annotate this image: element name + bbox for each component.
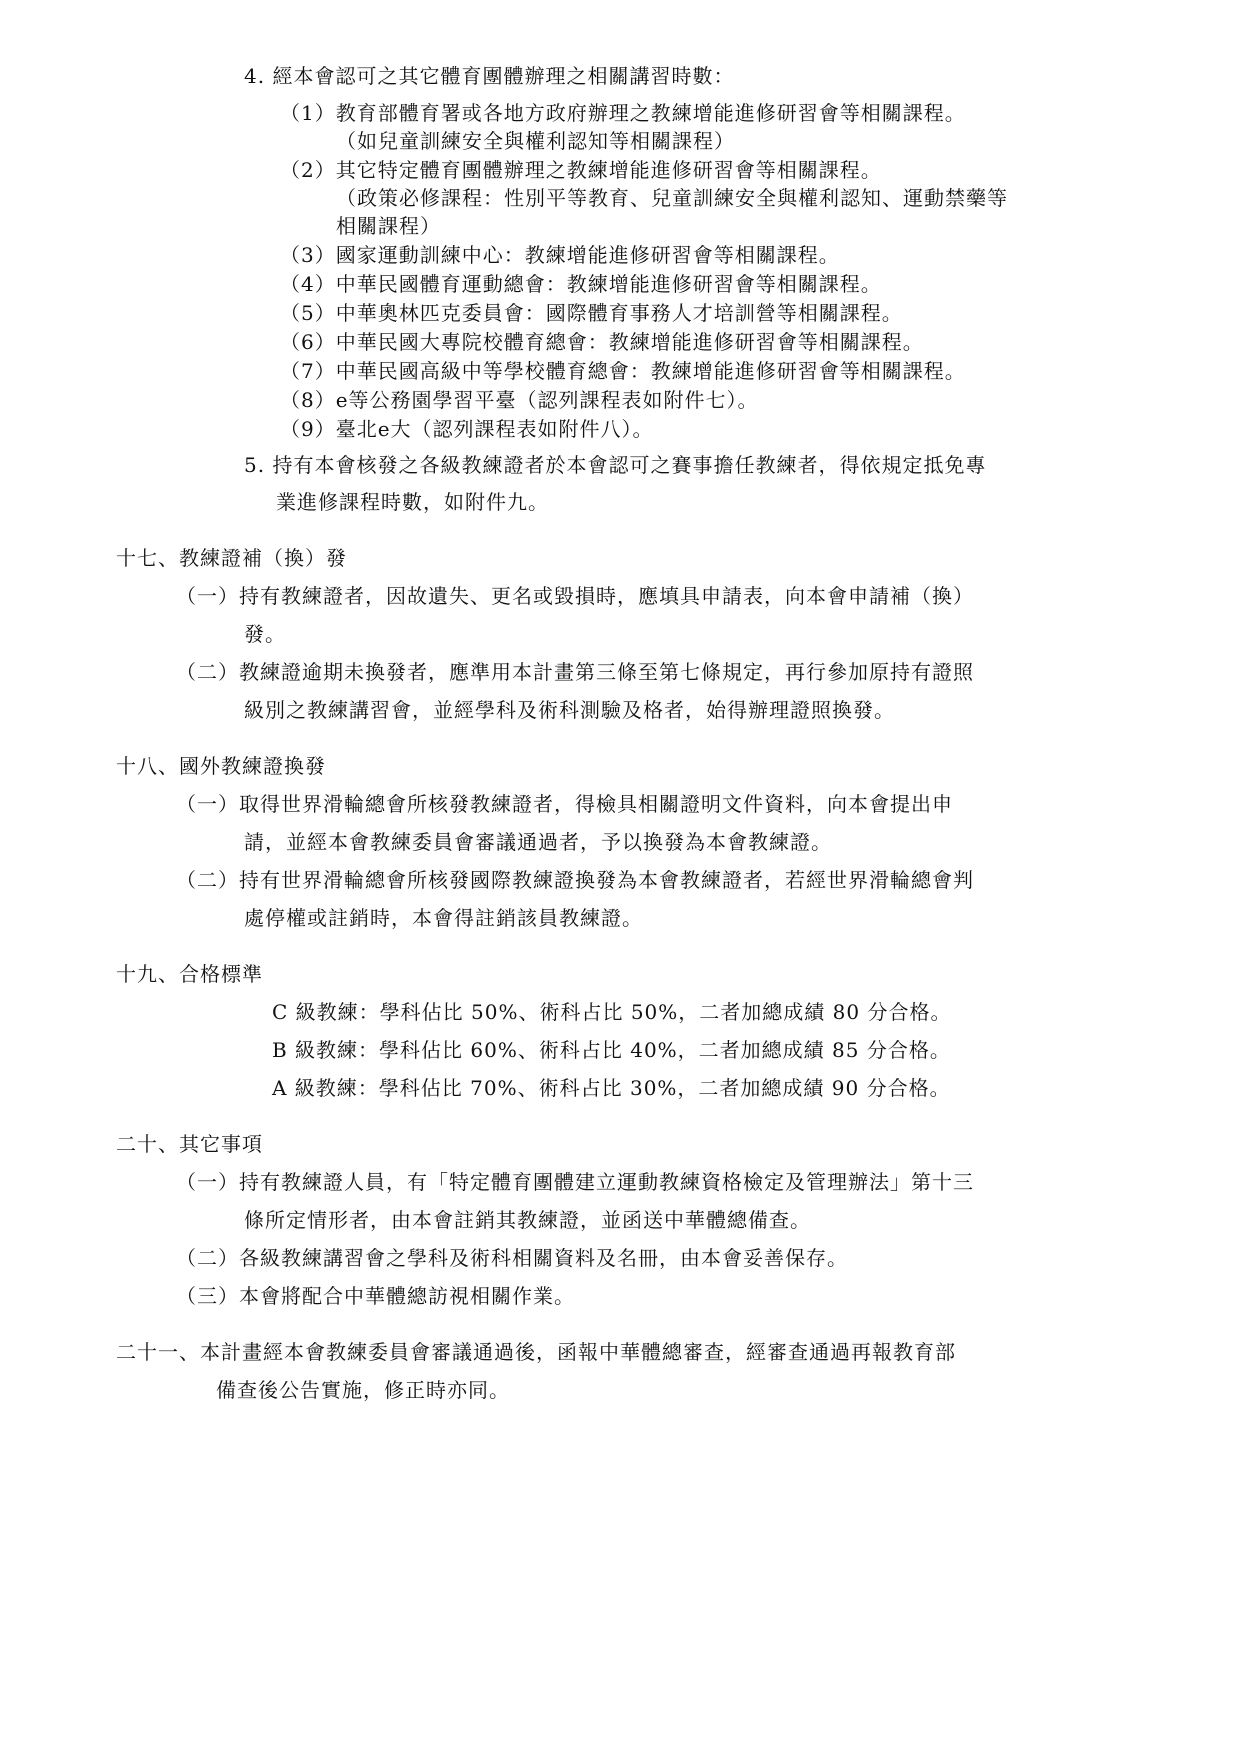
sub-item-6: （6）中華民國大專院校體育總會：教練增能進修研習會等相關課程。 — [280, 330, 924, 354]
sub-item-9: （9）臺北e大（認列課程表如附件八）。 — [280, 417, 654, 441]
section-17-para-1: （一）持有教練證者，因故遺失、更名或毀損時，應填具申請表，向本會申請補（換） — [176, 584, 974, 608]
sub-item-3: （3）國家運動訓練中心：教練增能進修研習會等相關課程。 — [280, 243, 840, 267]
item-4: 4. 經本會認可之其它體育團體辦理之相關講習時數： — [244, 64, 735, 88]
sub-item-1-note: （如兒童訓練安全與權利認知等相關課程） — [336, 129, 735, 153]
section-21-text: 二十一、本計畫經本會教練委員會審議通過後，函報中華體總審查，經審查通過再報教育部 — [116, 1340, 956, 1364]
section-20-para-3: （三）本會將配合中華體總訪視相關作業。 — [176, 1284, 575, 1308]
sub-item-5: （5）中華奧林匹克委員會：國際體育事務人才培訓營等相關課程。 — [280, 301, 903, 325]
section-18-para-1: （一）取得世界滑輪總會所核發教練證者，得檢具相關證明文件資料，向本會提出申 — [176, 792, 953, 816]
grade-a-standard: A 級教練：學科佔比 70%、術科占比 30%，二者加總成績 90 分合格。 — [272, 1076, 951, 1100]
sub-item-8: （8）e等公務園學習平臺（認列課程表如附件七）。 — [280, 388, 759, 412]
section-18-para-2: （二）持有世界滑輪總會所核發國際教練證換發為本會教練證者，若經世界滑輪總會判 — [176, 868, 974, 892]
sub-item-2-note: （政策必修課程：性別平等教育、兒童訓練安全與權利認知、運動禁藥等 — [336, 186, 1008, 210]
section-17-para-2-cont: 級別之教練講習會，並經學科及術科測驗及格者，始得辦理證照換發。 — [244, 698, 895, 722]
section-20-para-1: （一）持有教練證人員，有「特定體育團體建立運動教練資格檢定及管理辦法」第十三 — [176, 1170, 974, 1194]
section-20-para-2: （二）各級教練講習會之學科及術科相關資料及名冊，由本會妥善保存。 — [176, 1246, 848, 1270]
grade-b-standard: B 級教練：學科佔比 60%、術科占比 40%，二者加總成績 85 分合格。 — [272, 1038, 951, 1062]
item-5-cont: 業進修課程時數，如附件九。 — [276, 490, 549, 514]
section-18-para-1-cont: 請，並經本會教練委員會審議通過者，予以換發為本會教練證。 — [244, 830, 832, 854]
sub-item-2: （2）其它特定體育團體辦理之教練增能進修研習會等相關課程。 — [280, 158, 882, 182]
section-20-heading: 二十、其它事項 — [116, 1132, 263, 1156]
sub-item-1: （1）教育部體育署或各地方政府辦理之教練增能進修研習會等相關課程。 — [280, 101, 966, 125]
section-18-heading: 十八、國外教練證換發 — [116, 754, 326, 778]
sub-item-2-note-cont: 相關課程） — [336, 214, 441, 238]
grade-c-standard: C 級教練：學科佔比 50%、術科占比 50%，二者加總成績 80 分合格。 — [272, 1000, 952, 1024]
section-20-para-1-cont: 條所定情形者，由本會註銷其教練證，並函送中華體總備查。 — [244, 1208, 811, 1232]
section-19-heading: 十九、合格標準 — [116, 962, 263, 986]
sub-item-4: （4）中華民國體育運動總會：教練增能進修研習會等相關課程。 — [280, 272, 882, 296]
item-5: 5. 持有本會核發之各級教練證者於本會認可之賽事擔任教練者，得依規定抵免專 — [244, 453, 987, 477]
section-21-text-cont: 備查後公告實施，修正時亦同。 — [216, 1378, 510, 1402]
section-17-para-1-cont: 發。 — [244, 622, 286, 646]
section-17-para-2: （二）教練證逾期未換發者，應準用本計畫第三條至第七條規定，再行參加原持有證照 — [176, 660, 974, 684]
sub-item-7: （7）中華民國高級中等學校體育總會：教練增能進修研習會等相關課程。 — [280, 359, 966, 383]
section-18-para-2-cont: 處停權或註銷時，本會得註銷該員教練證。 — [244, 906, 643, 930]
section-17-heading: 十七、教練證補（換）發 — [116, 546, 347, 570]
